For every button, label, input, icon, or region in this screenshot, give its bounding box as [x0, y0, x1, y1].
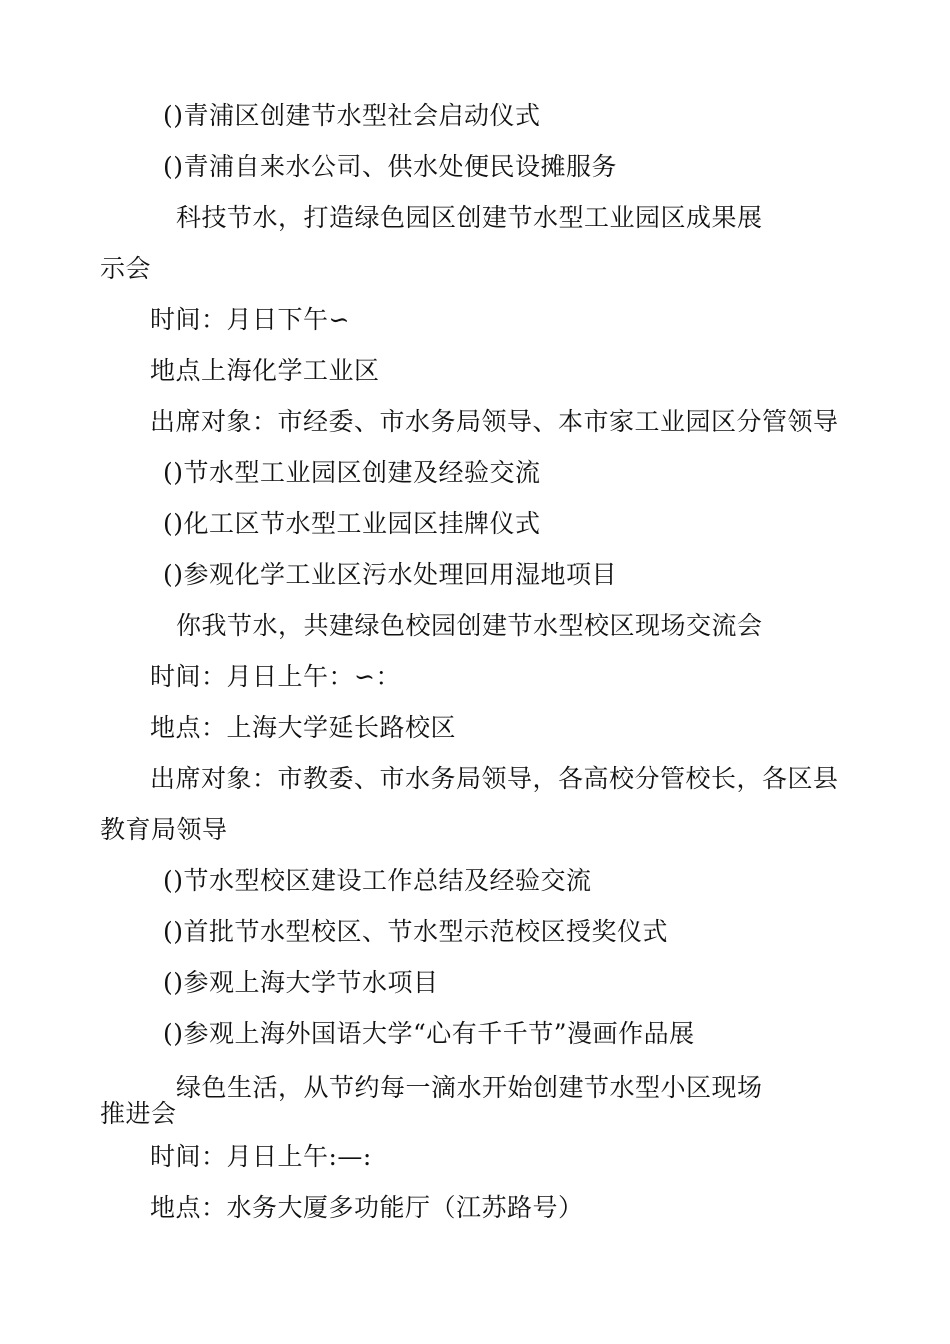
text-line-item-1: ()节水型工业园区创建及经验交流: [163, 458, 541, 487]
section-heading-3: 绿色生活，从节约每一滴水开始创建节水型小区现场: [176, 1073, 763, 1102]
text-line-item-6: ()参观上海大学节水项目: [163, 968, 439, 997]
text-line-attendees-1: 出席对象：市经委、市水务局领导、本市家工业园区分管领导: [150, 407, 839, 436]
text-line-time-2: 时间：月日上午：∽：: [150, 662, 401, 691]
section-heading-1-cont: 示会: [100, 254, 152, 283]
section-heading-2: 你我节水，共建绿色校园创建节水型校区现场交流会: [176, 611, 763, 640]
text-line-item-2: ()化工区节水型工业园区挂牌仪式: [163, 509, 541, 538]
text-line-2: ()青浦自来水公司、供水处便民设摊服务: [163, 152, 618, 181]
text-line-item-4: ()节水型校区建设工作总结及经验交流: [163, 866, 592, 895]
section-heading-1: 科技节水，打造绿色园区创建节水型工业园区成果展: [176, 203, 763, 232]
text-line-time-1: 时间：月日下午∽: [150, 305, 350, 334]
text-line-item-3: ()参观化学工业区污水处理回用湿地项目: [163, 560, 618, 589]
text-line-item-5: ()首批节水型校区、节水型示范校区授奖仪式: [163, 917, 669, 946]
section-heading-3-cont: 推进会: [100, 1099, 177, 1128]
text-line-place-1: 地点上海化学工业区: [150, 356, 380, 385]
text-line-place-3: 地点：水务大厦多功能厅（江苏路号）: [150, 1193, 584, 1222]
text-line-attendees-2-cont: 教育局领导: [100, 815, 228, 844]
text-line-item-7: ()参观上海外国语大学“心有千千节”漫画作品展: [163, 1019, 695, 1048]
text-line-attendees-2: 出席对象：市教委、市水务局领导，各高校分管校长，各区县: [150, 764, 839, 793]
text-line-1: ()青浦区创建节水型社会启动仪式: [163, 101, 541, 130]
text-line-time-3: 时间：月日上午:—:: [150, 1142, 372, 1171]
text-line-place-2: 地点：上海大学延长路校区: [150, 713, 457, 742]
